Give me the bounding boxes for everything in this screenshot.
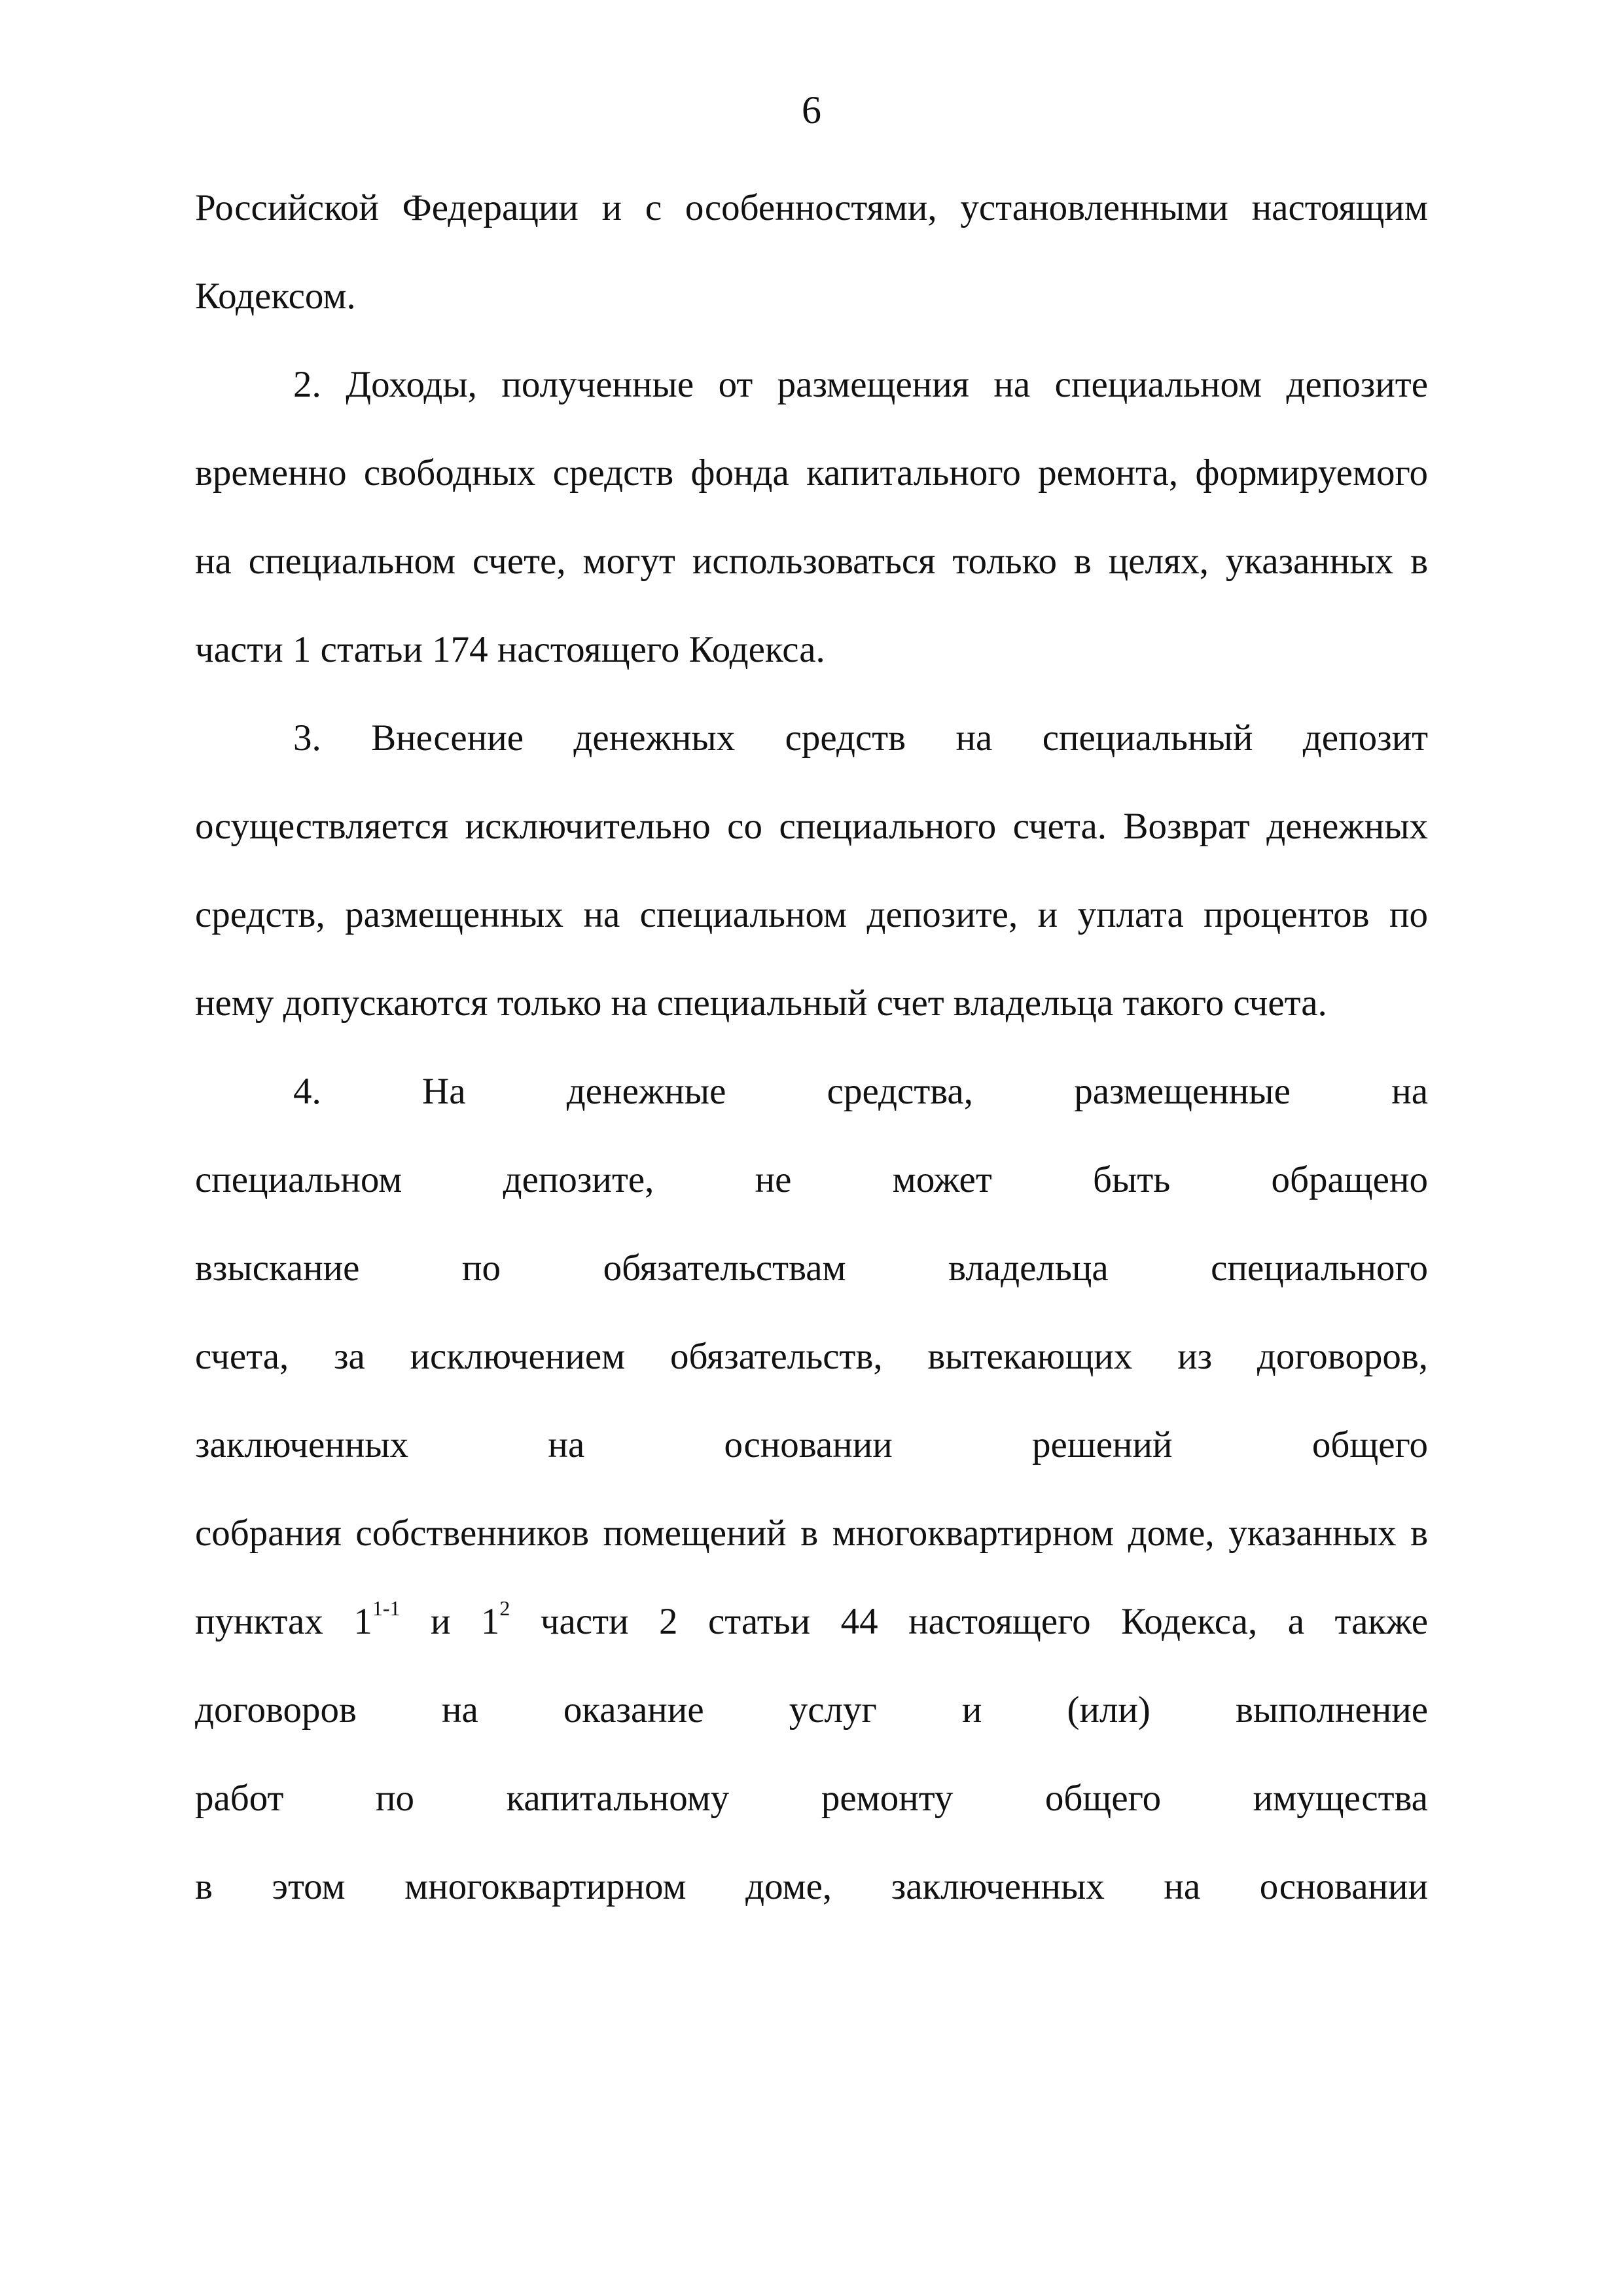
text-line: нему допускаются только на специальный счет владельца такого счета. xyxy=(195,982,1327,1024)
superscript: 1-1 xyxy=(372,1596,401,1620)
text-line: специальном депозите, не может быть обращено xyxy=(195,1159,1428,1200)
text-line: временно свободных средств фонда капитального ремонта, формируемого xyxy=(195,452,1428,493)
text-fragment: и 1 xyxy=(400,1601,500,1642)
text-line-with-superscripts xyxy=(195,1577,1428,1666)
text-line: Российской Федерации и с особенностями, установленными настоящим xyxy=(195,187,1428,228)
paragraph-2 xyxy=(195,340,1428,694)
text-line: в этом многоквартирном доме, заключенных на основании xyxy=(195,1866,1428,1907)
text-line: 2. Доходы, полученные от размещения на специальном депозите xyxy=(293,364,1428,405)
text-line: собрания собственников помещений в многоквартирном доме, указанных в xyxy=(195,1513,1428,1554)
text-line: счета, за исключением обязательств, вытекающих из договоров, xyxy=(195,1336,1428,1377)
text-line: 4. На денежные средства, размещенные на xyxy=(293,1071,1428,1112)
text-fragment: части 2 статьи 44 настоящего Кодекса, а также xyxy=(510,1601,1428,1642)
text-line: взыскание по обязательствам владельца специального xyxy=(195,1247,1428,1289)
paragraph-3 xyxy=(195,694,1428,1047)
superscript: 2 xyxy=(499,1596,510,1620)
paragraph-1 xyxy=(195,164,1428,340)
text-line: средств, размещенных на специальном депозите, и уплата процентов по xyxy=(195,894,1428,935)
page-number: 6 xyxy=(802,88,821,132)
text-line: осуществляется исключительно со специального счета. Возврат денежных xyxy=(195,806,1428,847)
text-line: работ по капитальному ремонту общего имущества xyxy=(195,1778,1428,1819)
text-line: договоров на оказание услуг и (или) выполнение xyxy=(195,1689,1428,1731)
text-line: 3. Внесение денежных средств на специальный депозит xyxy=(293,717,1428,759)
text-line: заключенных на основании решений общего xyxy=(195,1424,1428,1465)
text-fragment: пунктах 1 xyxy=(195,1601,372,1642)
text-line: части 1 статьи 174 настоящего Кодекса. xyxy=(195,629,825,670)
paragraph-4 xyxy=(195,1047,1428,1931)
text-line: на специальном счете, могут использоваться только в целях, указанных в xyxy=(195,541,1428,582)
text-line: Кодексом. xyxy=(195,276,356,317)
